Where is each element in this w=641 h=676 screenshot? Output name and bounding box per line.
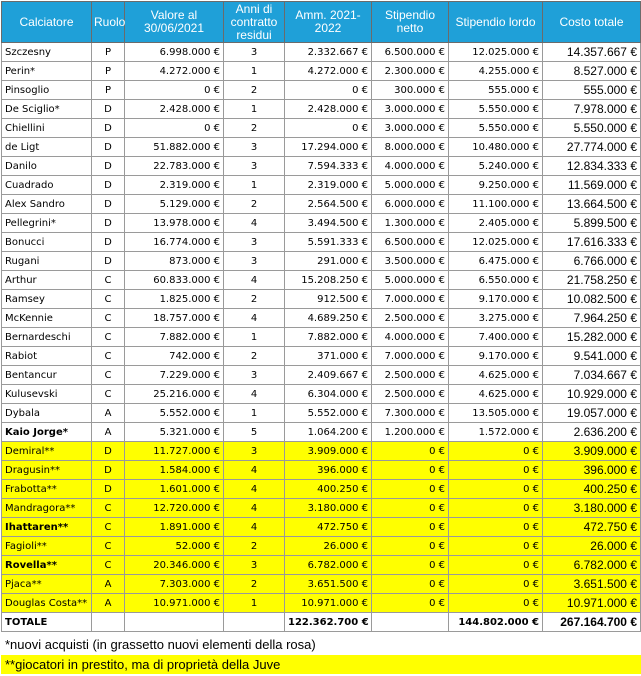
years-cell: 4: [224, 518, 285, 537]
amortization-cell: 3.909.000 €: [285, 442, 372, 461]
amortization-cell: 6.782.000 €: [285, 556, 372, 575]
totals-empty-cell: [224, 613, 285, 632]
amortization-cell: 0 €: [285, 119, 372, 138]
player-name: Ihattaren**: [2, 518, 92, 537]
player-name: De Sciglio*: [2, 100, 92, 119]
totals-costo-totale: 267.164.700 €: [543, 613, 641, 632]
gross-salary-cell: 555.000 €: [449, 81, 543, 100]
gross-salary-cell: 0 €: [449, 518, 543, 537]
value-cell: 7.882.000 €: [125, 328, 224, 347]
table-row: [2, 233, 641, 252]
value-cell: 873.000 €: [125, 252, 224, 271]
header-costo-totale: Costo totale: [543, 2, 641, 43]
total-cost-cell: 5.899.500 €: [543, 214, 641, 233]
gross-salary-cell: 9.170.000 €: [449, 347, 543, 366]
gross-salary-cell: 10.480.000 €: [449, 138, 543, 157]
gross-salary-cell: 6.550.000 €: [449, 271, 543, 290]
table-row: [2, 518, 641, 537]
gross-salary-cell: 6.475.000 €: [449, 252, 543, 271]
net-salary-cell: 0 €: [372, 556, 449, 575]
net-salary-cell: 2.500.000 €: [372, 309, 449, 328]
table-row: [2, 271, 641, 290]
role-cell: C: [92, 290, 125, 309]
role-cell: C: [92, 385, 125, 404]
years-cell: 4: [224, 480, 285, 499]
table-row: [2, 404, 641, 423]
table-row: [2, 556, 641, 575]
table-row: [2, 138, 641, 157]
amortization-cell: 5.591.333 €: [285, 233, 372, 252]
net-salary-cell: 7.000.000 €: [372, 290, 449, 309]
amortization-cell: 4.689.250 €: [285, 309, 372, 328]
table-row: [2, 575, 641, 594]
years-cell: 1: [224, 404, 285, 423]
total-cost-cell: 6.782.000 €: [543, 556, 641, 575]
total-cost-cell: 27.774.000 €: [543, 138, 641, 157]
gross-salary-cell: 3.275.000 €: [449, 309, 543, 328]
player-name: Rabiot: [2, 347, 92, 366]
header-stipendio-lordo: Stipendio lordo: [449, 2, 543, 43]
value-cell: 6.998.000 €: [125, 43, 224, 62]
years-cell: 5: [224, 423, 285, 442]
role-cell: A: [92, 575, 125, 594]
table-row: [2, 366, 641, 385]
net-salary-cell: 6.500.000 €: [372, 233, 449, 252]
role-cell: C: [92, 499, 125, 518]
value-cell: 60.833.000 €: [125, 271, 224, 290]
value-cell: 7.303.000 €: [125, 575, 224, 594]
role-cell: P: [92, 43, 125, 62]
amortization-cell: 396.000 €: [285, 461, 372, 480]
player-name: Dragusin**: [2, 461, 92, 480]
total-cost-cell: 555.000 €: [543, 81, 641, 100]
amortization-cell: 371.000 €: [285, 347, 372, 366]
table-row: [2, 594, 641, 613]
total-cost-cell: 13.664.500 €: [543, 195, 641, 214]
net-salary-cell: 0 €: [372, 537, 449, 556]
header-anni: Anni di contratto residui: [224, 2, 285, 43]
role-cell: D: [92, 138, 125, 157]
table-row: [2, 119, 641, 138]
gross-salary-cell: 4.255.000 €: [449, 62, 543, 81]
table-row: [2, 347, 641, 366]
net-salary-cell: 4.000.000 €: [372, 157, 449, 176]
role-cell: C: [92, 537, 125, 556]
player-name: Szczesny: [2, 43, 92, 62]
years-cell: 3: [224, 138, 285, 157]
table-row: [2, 309, 641, 328]
table-row: [2, 537, 641, 556]
value-cell: 20.346.000 €: [125, 556, 224, 575]
header-row: [2, 2, 641, 43]
total-cost-cell: 396.000 €: [543, 461, 641, 480]
total-cost-cell: 10.929.000 €: [543, 385, 641, 404]
gross-salary-cell: 9.170.000 €: [449, 290, 543, 309]
player-name: de Ligt: [2, 138, 92, 157]
role-cell: D: [92, 233, 125, 252]
net-salary-cell: 7.300.000 €: [372, 404, 449, 423]
role-cell: D: [92, 442, 125, 461]
net-salary-cell: 0 €: [372, 575, 449, 594]
total-cost-cell: 15.282.000 €: [543, 328, 641, 347]
table-row: [2, 480, 641, 499]
role-cell: C: [92, 309, 125, 328]
totals-row: [2, 613, 641, 632]
player-name: Pinsoglio: [2, 81, 92, 100]
total-cost-cell: 400.250 €: [543, 480, 641, 499]
gross-salary-cell: 0 €: [449, 575, 543, 594]
role-cell: D: [92, 176, 125, 195]
net-salary-cell: 0 €: [372, 518, 449, 537]
gross-salary-cell: 5.240.000 €: [449, 157, 543, 176]
table-row: [2, 423, 641, 442]
net-salary-cell: 8.000.000 €: [372, 138, 449, 157]
player-name: Dybala: [2, 404, 92, 423]
years-cell: 1: [224, 100, 285, 119]
gross-salary-cell: 1.572.000 €: [449, 423, 543, 442]
gross-salary-cell: 5.550.000 €: [449, 119, 543, 138]
note-new-players: *nuovi acquisti (in grassetto nuovi elementi della rosa): [5, 637, 316, 652]
total-cost-cell: 7.978.000 €: [543, 100, 641, 119]
table-row: [2, 62, 641, 81]
value-cell: 2.319.000 €: [125, 176, 224, 195]
total-cost-cell: 17.616.333 €: [543, 233, 641, 252]
table-row: [2, 442, 641, 461]
role-cell: C: [92, 271, 125, 290]
value-cell: 13.978.000 €: [125, 214, 224, 233]
value-cell: 1.601.000 €: [125, 480, 224, 499]
total-cost-cell: 10.082.500 €: [543, 290, 641, 309]
total-cost-cell: 7.964.250 €: [543, 309, 641, 328]
table-row: [2, 43, 641, 62]
net-salary-cell: 4.000.000 €: [372, 328, 449, 347]
years-cell: 4: [224, 309, 285, 328]
player-name: Rugani: [2, 252, 92, 271]
role-cell: A: [92, 594, 125, 613]
total-cost-cell: 14.357.667 €: [543, 43, 641, 62]
net-salary-cell: 3.500.000 €: [372, 252, 449, 271]
amortization-cell: 3.651.500 €: [285, 575, 372, 594]
role-cell: D: [92, 119, 125, 138]
amortization-cell: 10.971.000 €: [285, 594, 372, 613]
years-cell: 3: [224, 157, 285, 176]
value-cell: 4.272.000 €: [125, 62, 224, 81]
net-salary-cell: 1.200.000 €: [372, 423, 449, 442]
gross-salary-cell: 0 €: [449, 594, 543, 613]
totals-label: TOTALE: [2, 613, 92, 632]
player-name: Perin*: [2, 62, 92, 81]
role-cell: C: [92, 366, 125, 385]
value-cell: 12.720.000 €: [125, 499, 224, 518]
amortization-cell: 3.180.000 €: [285, 499, 372, 518]
player-name: Frabotta**: [2, 480, 92, 499]
value-cell: 0 €: [125, 119, 224, 138]
value-cell: 10.971.000 €: [125, 594, 224, 613]
gross-salary-cell: 0 €: [449, 499, 543, 518]
role-cell: D: [92, 461, 125, 480]
net-salary-cell: 0 €: [372, 499, 449, 518]
years-cell: 4: [224, 385, 285, 404]
total-cost-cell: 26.000 €: [543, 537, 641, 556]
value-cell: 5.321.000 €: [125, 423, 224, 442]
value-cell: 52.000 €: [125, 537, 224, 556]
amortization-cell: 912.500 €: [285, 290, 372, 309]
amortization-cell: 2.409.667 €: [285, 366, 372, 385]
net-salary-cell: 5.000.000 €: [372, 176, 449, 195]
player-name: Kaio Jorge*: [2, 423, 92, 442]
amortization-cell: 2.564.500 €: [285, 195, 372, 214]
years-cell: 1: [224, 594, 285, 613]
value-cell: 22.783.000 €: [125, 157, 224, 176]
amortization-cell: 7.882.000 €: [285, 328, 372, 347]
years-cell: 1: [224, 328, 285, 347]
years-cell: 3: [224, 43, 285, 62]
totals-empty-cell: [92, 613, 125, 632]
net-salary-cell: 6.500.000 €: [372, 43, 449, 62]
net-salary-cell: 0 €: [372, 461, 449, 480]
header-calciatore: Calciatore: [2, 2, 92, 43]
net-salary-cell: 3.000.000 €: [372, 119, 449, 138]
gross-salary-cell: 4.625.000 €: [449, 366, 543, 385]
role-cell: C: [92, 556, 125, 575]
table-row: [2, 214, 641, 233]
net-salary-cell: 6.000.000 €: [372, 195, 449, 214]
total-cost-cell: 12.834.333 €: [543, 157, 641, 176]
net-salary-cell: 3.000.000 €: [372, 100, 449, 119]
role-cell: C: [92, 328, 125, 347]
role-cell: D: [92, 252, 125, 271]
gross-salary-cell: 0 €: [449, 480, 543, 499]
amortization-cell: 26.000 €: [285, 537, 372, 556]
player-name: McKennie: [2, 309, 92, 328]
role-cell: D: [92, 480, 125, 499]
player-name: Demiral**: [2, 442, 92, 461]
table-row: [2, 385, 641, 404]
net-salary-cell: 0 €: [372, 480, 449, 499]
player-name: Bonucci: [2, 233, 92, 252]
years-cell: 2: [224, 195, 285, 214]
years-cell: 1: [224, 176, 285, 195]
player-name: Fagioli**: [2, 537, 92, 556]
total-cost-cell: 472.750 €: [543, 518, 641, 537]
gross-salary-cell: 7.400.000 €: [449, 328, 543, 347]
total-cost-cell: 10.971.000 €: [543, 594, 641, 613]
gross-salary-cell: 12.025.000 €: [449, 233, 543, 252]
amortization-cell: 3.494.500 €: [285, 214, 372, 233]
value-cell: 742.000 €: [125, 347, 224, 366]
net-salary-cell: 2.500.000 €: [372, 366, 449, 385]
table-row: [2, 176, 641, 195]
years-cell: 4: [224, 271, 285, 290]
player-name: Chiellini: [2, 119, 92, 138]
net-salary-cell: 1.300.000 €: [372, 214, 449, 233]
total-cost-cell: 19.057.000 €: [543, 404, 641, 423]
role-cell: P: [92, 81, 125, 100]
amortization-cell: 15.208.250 €: [285, 271, 372, 290]
player-name: Kulusevski: [2, 385, 92, 404]
gross-salary-cell: 12.025.000 €: [449, 43, 543, 62]
gross-salary-cell: 0 €: [449, 442, 543, 461]
net-salary-cell: 0 €: [372, 442, 449, 461]
total-cost-cell: 6.766.000 €: [543, 252, 641, 271]
amortization-cell: 400.250 €: [285, 480, 372, 499]
amortization-cell: 6.304.000 €: [285, 385, 372, 404]
total-cost-cell: 9.541.000 €: [543, 347, 641, 366]
years-cell: 4: [224, 461, 285, 480]
player-name: Ramsey: [2, 290, 92, 309]
amortization-cell: 2.428.000 €: [285, 100, 372, 119]
amortization-cell: 1.064.200 €: [285, 423, 372, 442]
net-salary-cell: 7.000.000 €: [372, 347, 449, 366]
table-row: [2, 328, 641, 347]
total-cost-cell: 7.034.667 €: [543, 366, 641, 385]
value-cell: 11.727.000 €: [125, 442, 224, 461]
net-salary-cell: 300.000 €: [372, 81, 449, 100]
table-row: [2, 461, 641, 480]
header-ruolo: Ruolo: [92, 2, 125, 43]
table-row: [2, 499, 641, 518]
total-cost-cell: 8.527.000 €: [543, 62, 641, 81]
player-name: Pellegrini*: [2, 214, 92, 233]
value-cell: 0 €: [125, 81, 224, 100]
player-name: Cuadrado: [2, 176, 92, 195]
amortization-cell: 2.332.667 €: [285, 43, 372, 62]
years-cell: 2: [224, 290, 285, 309]
net-salary-cell: 2.500.000 €: [372, 385, 449, 404]
role-cell: A: [92, 423, 125, 442]
years-cell: 2: [224, 119, 285, 138]
player-name: Pjaca**: [2, 575, 92, 594]
player-name: Arthur: [2, 271, 92, 290]
total-cost-cell: 3.651.500 €: [543, 575, 641, 594]
table-row: [2, 252, 641, 271]
value-cell: 1.825.000 €: [125, 290, 224, 309]
years-cell: 1: [224, 62, 285, 81]
role-cell: D: [92, 214, 125, 233]
amortization-cell: 17.294.000 €: [285, 138, 372, 157]
value-cell: 5.552.000 €: [125, 404, 224, 423]
totals-empty-cell: [125, 613, 224, 632]
role-cell: P: [92, 62, 125, 81]
player-name: Danilo: [2, 157, 92, 176]
gross-salary-cell: 9.250.000 €: [449, 176, 543, 195]
gross-salary-cell: 13.505.000 €: [449, 404, 543, 423]
table-row: [2, 290, 641, 309]
amortization-cell: 4.272.000 €: [285, 62, 372, 81]
gross-salary-cell: 2.405.000 €: [449, 214, 543, 233]
table-row: [2, 81, 641, 100]
salary-table: [1, 1, 641, 632]
value-cell: 25.216.000 €: [125, 385, 224, 404]
role-cell: A: [92, 404, 125, 423]
gross-salary-cell: 4.625.000 €: [449, 385, 543, 404]
years-cell: 4: [224, 499, 285, 518]
table-row: [2, 195, 641, 214]
table-row: [2, 100, 641, 119]
amortization-cell: 472.750 €: [285, 518, 372, 537]
total-cost-cell: 3.909.000 €: [543, 442, 641, 461]
value-cell: 2.428.000 €: [125, 100, 224, 119]
role-cell: D: [92, 195, 125, 214]
value-cell: 51.882.000 €: [125, 138, 224, 157]
amortization-cell: 7.594.333 €: [285, 157, 372, 176]
years-cell: 2: [224, 537, 285, 556]
gross-salary-cell: 0 €: [449, 556, 543, 575]
note-loan-players: **giocatori in prestito, ma di proprietà della Juve: [1, 655, 641, 674]
years-cell: 2: [224, 575, 285, 594]
totals-empty-cell: [372, 613, 449, 632]
player-name: Douglas Costa**: [2, 594, 92, 613]
value-cell: 7.229.000 €: [125, 366, 224, 385]
player-name: Alex Sandro: [2, 195, 92, 214]
years-cell: 3: [224, 233, 285, 252]
total-cost-cell: 11.569.000 €: [543, 176, 641, 195]
table-body: [2, 43, 641, 632]
total-cost-cell: 5.550.000 €: [543, 119, 641, 138]
years-cell: 4: [224, 214, 285, 233]
totals-stipendio-lordo: 144.802.000 €: [449, 613, 543, 632]
amortization-cell: 291.000 €: [285, 252, 372, 271]
amortization-cell: 2.319.000 €: [285, 176, 372, 195]
table-row: [2, 157, 641, 176]
totals-ammortamento: 122.362.700 €: [285, 613, 372, 632]
gross-salary-cell: 11.100.000 €: [449, 195, 543, 214]
total-cost-cell: 2.636.200 €: [543, 423, 641, 442]
value-cell: 16.774.000 €: [125, 233, 224, 252]
years-cell: 3: [224, 442, 285, 461]
net-salary-cell: 0 €: [372, 594, 449, 613]
gross-salary-cell: 0 €: [449, 537, 543, 556]
player-name: Mandragora**: [2, 499, 92, 518]
value-cell: 1.584.000 €: [125, 461, 224, 480]
role-cell: C: [92, 518, 125, 537]
player-name: Rovella**: [2, 556, 92, 575]
years-cell: 3: [224, 366, 285, 385]
header-ammortamento: Amm. 2021-2022: [285, 2, 372, 43]
years-cell: 2: [224, 81, 285, 100]
net-salary-cell: 2.300.000 €: [372, 62, 449, 81]
total-cost-cell: 3.180.000 €: [543, 499, 641, 518]
amortization-cell: 5.552.000 €: [285, 404, 372, 423]
gross-salary-cell: 0 €: [449, 461, 543, 480]
value-cell: 18.757.000 €: [125, 309, 224, 328]
amortization-cell: 0 €: [285, 81, 372, 100]
net-salary-cell: 5.000.000 €: [372, 271, 449, 290]
role-cell: C: [92, 347, 125, 366]
role-cell: D: [92, 157, 125, 176]
player-name: Bernardeschi: [2, 328, 92, 347]
value-cell: 5.129.000 €: [125, 195, 224, 214]
gross-salary-cell: 5.550.000 €: [449, 100, 543, 119]
header-stipendio-netto: Stipendio netto: [372, 2, 449, 43]
total-cost-cell: 21.758.250 €: [543, 271, 641, 290]
value-cell: 1.891.000 €: [125, 518, 224, 537]
years-cell: 3: [224, 252, 285, 271]
years-cell: 2: [224, 347, 285, 366]
player-name: Bentancur: [2, 366, 92, 385]
header-valore: Valore al 30/06/2021: [125, 2, 224, 43]
years-cell: 3: [224, 556, 285, 575]
role-cell: D: [92, 100, 125, 119]
